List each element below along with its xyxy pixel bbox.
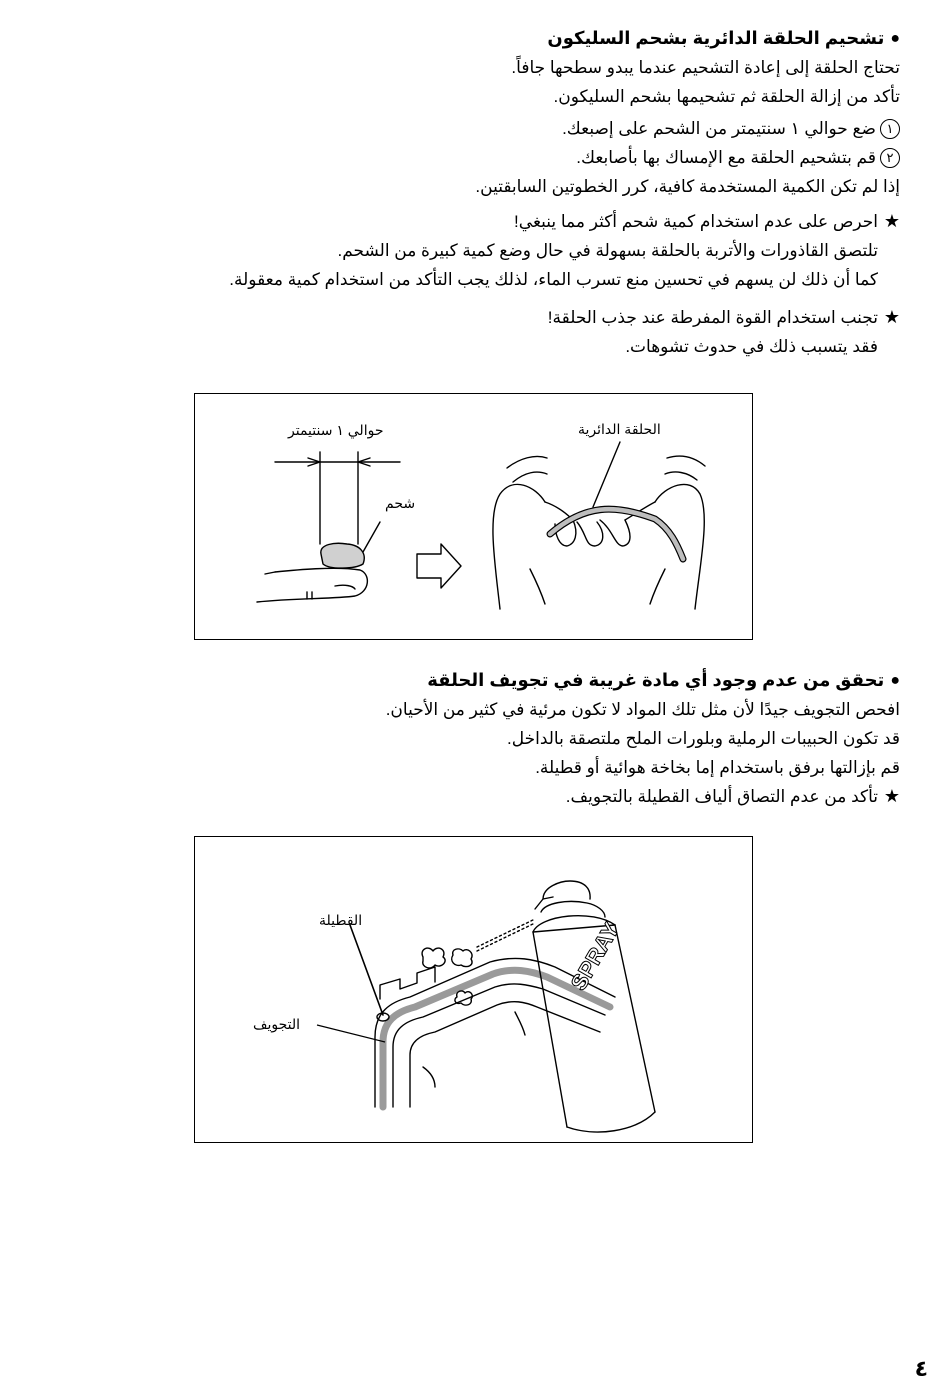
step-2-text: قم بتشحيم الحلقة مع الإمساك بها بأصابعك. [576,148,876,167]
star-icon: ★ [883,211,900,231]
step-1 [229,114,900,143]
step-number-2-icon: ٢ [880,148,900,168]
section1-heading-text: تشحيم الحلقة الدائرية بشحم السليكون [547,28,885,48]
section2-heading-text: تحقق من عدم وجود أي مادة غريبة في تجويف الحلقة [427,670,885,690]
section2-note: تأكد من عدم التصاق ألياف القطيلة بالتجويف. [565,787,878,806]
section2-line-1: افحص التجويف جيدًا لأن مثل تلك المواد لا تكون مرئية في كثير من الأحيان. [385,700,900,719]
figure-cleaning [194,836,753,1143]
section-grease-oring [229,24,900,361]
step-number-1-icon: ١ [880,119,900,139]
section2-heading [386,666,900,695]
step-2 [229,143,900,172]
figure-greasing [194,393,753,640]
note-swab-fibers [386,782,900,811]
bullet-icon: ● [890,672,900,689]
note2-line-1: فقد يتسبب ذلك في حدوث تشوهات. [625,337,878,356]
note2-title: تجنب استخدام القوة المفرطة عند جذب الحلقة! [547,308,878,327]
label-oring: الحلقة الدائرية [578,421,661,437]
note-grease-amount [229,207,900,294]
star-icon: ★ [883,307,900,327]
spray-can-text: SPRAY [565,918,625,995]
note1-line-2: كما أن ذلك لن يسهم في تحسين منع تسرب الماء، لذلك يجب التأكد من استخدام كمية معقولة. [229,270,878,289]
star-icon: ★ [883,786,900,806]
section1-line-2: تأكد من إزالة الحلقة ثم تشحيمها بشحم السليكون. [553,87,900,106]
label-groove: التجويف [253,1016,301,1032]
bullet-icon: ● [890,30,900,47]
section-check-groove [386,666,900,811]
note1-line-1: تلتصق القاذورات والأتربة بالحلقة بسهولة في حال وضع كمية كبيرة من الشحم. [337,241,878,260]
repeat-line: إذا لم تكن الكمية المستخدمة كافية، كرر الخطوتين السابقتين. [475,177,900,196]
label-grease: شحم [385,495,416,511]
label-swab: القطيلة [319,912,363,928]
note-excessive-force [229,303,900,361]
note1-title: احرص على عدم استخدام كمية شحم أكثر مما ينبغي! [514,212,878,231]
figure-cleaning-drawing [195,837,752,1142]
page-number: ٤ [914,1356,928,1381]
step-1-text: ضع حوالي ١ سنتيمتر من الشحم على إصبعك. [562,119,876,138]
label-1cm: حوالي ١ سنتيمتر [288,422,384,438]
section2-line-2: قد تكون الحبيبات الرملية وبلورات الملح ملتصقة بالداخل. [507,729,900,748]
section2-line-3: قم بإزالتها برفق باستخدام إما بخاخة هوائية أو قطيلة. [535,758,900,777]
section1-heading [229,24,900,53]
section1-line-1: تحتاج الحلقة إلى إعادة التشحيم عندما يبدو سطحها جافاً. [511,58,900,77]
figure-greasing-drawing [195,394,752,639]
